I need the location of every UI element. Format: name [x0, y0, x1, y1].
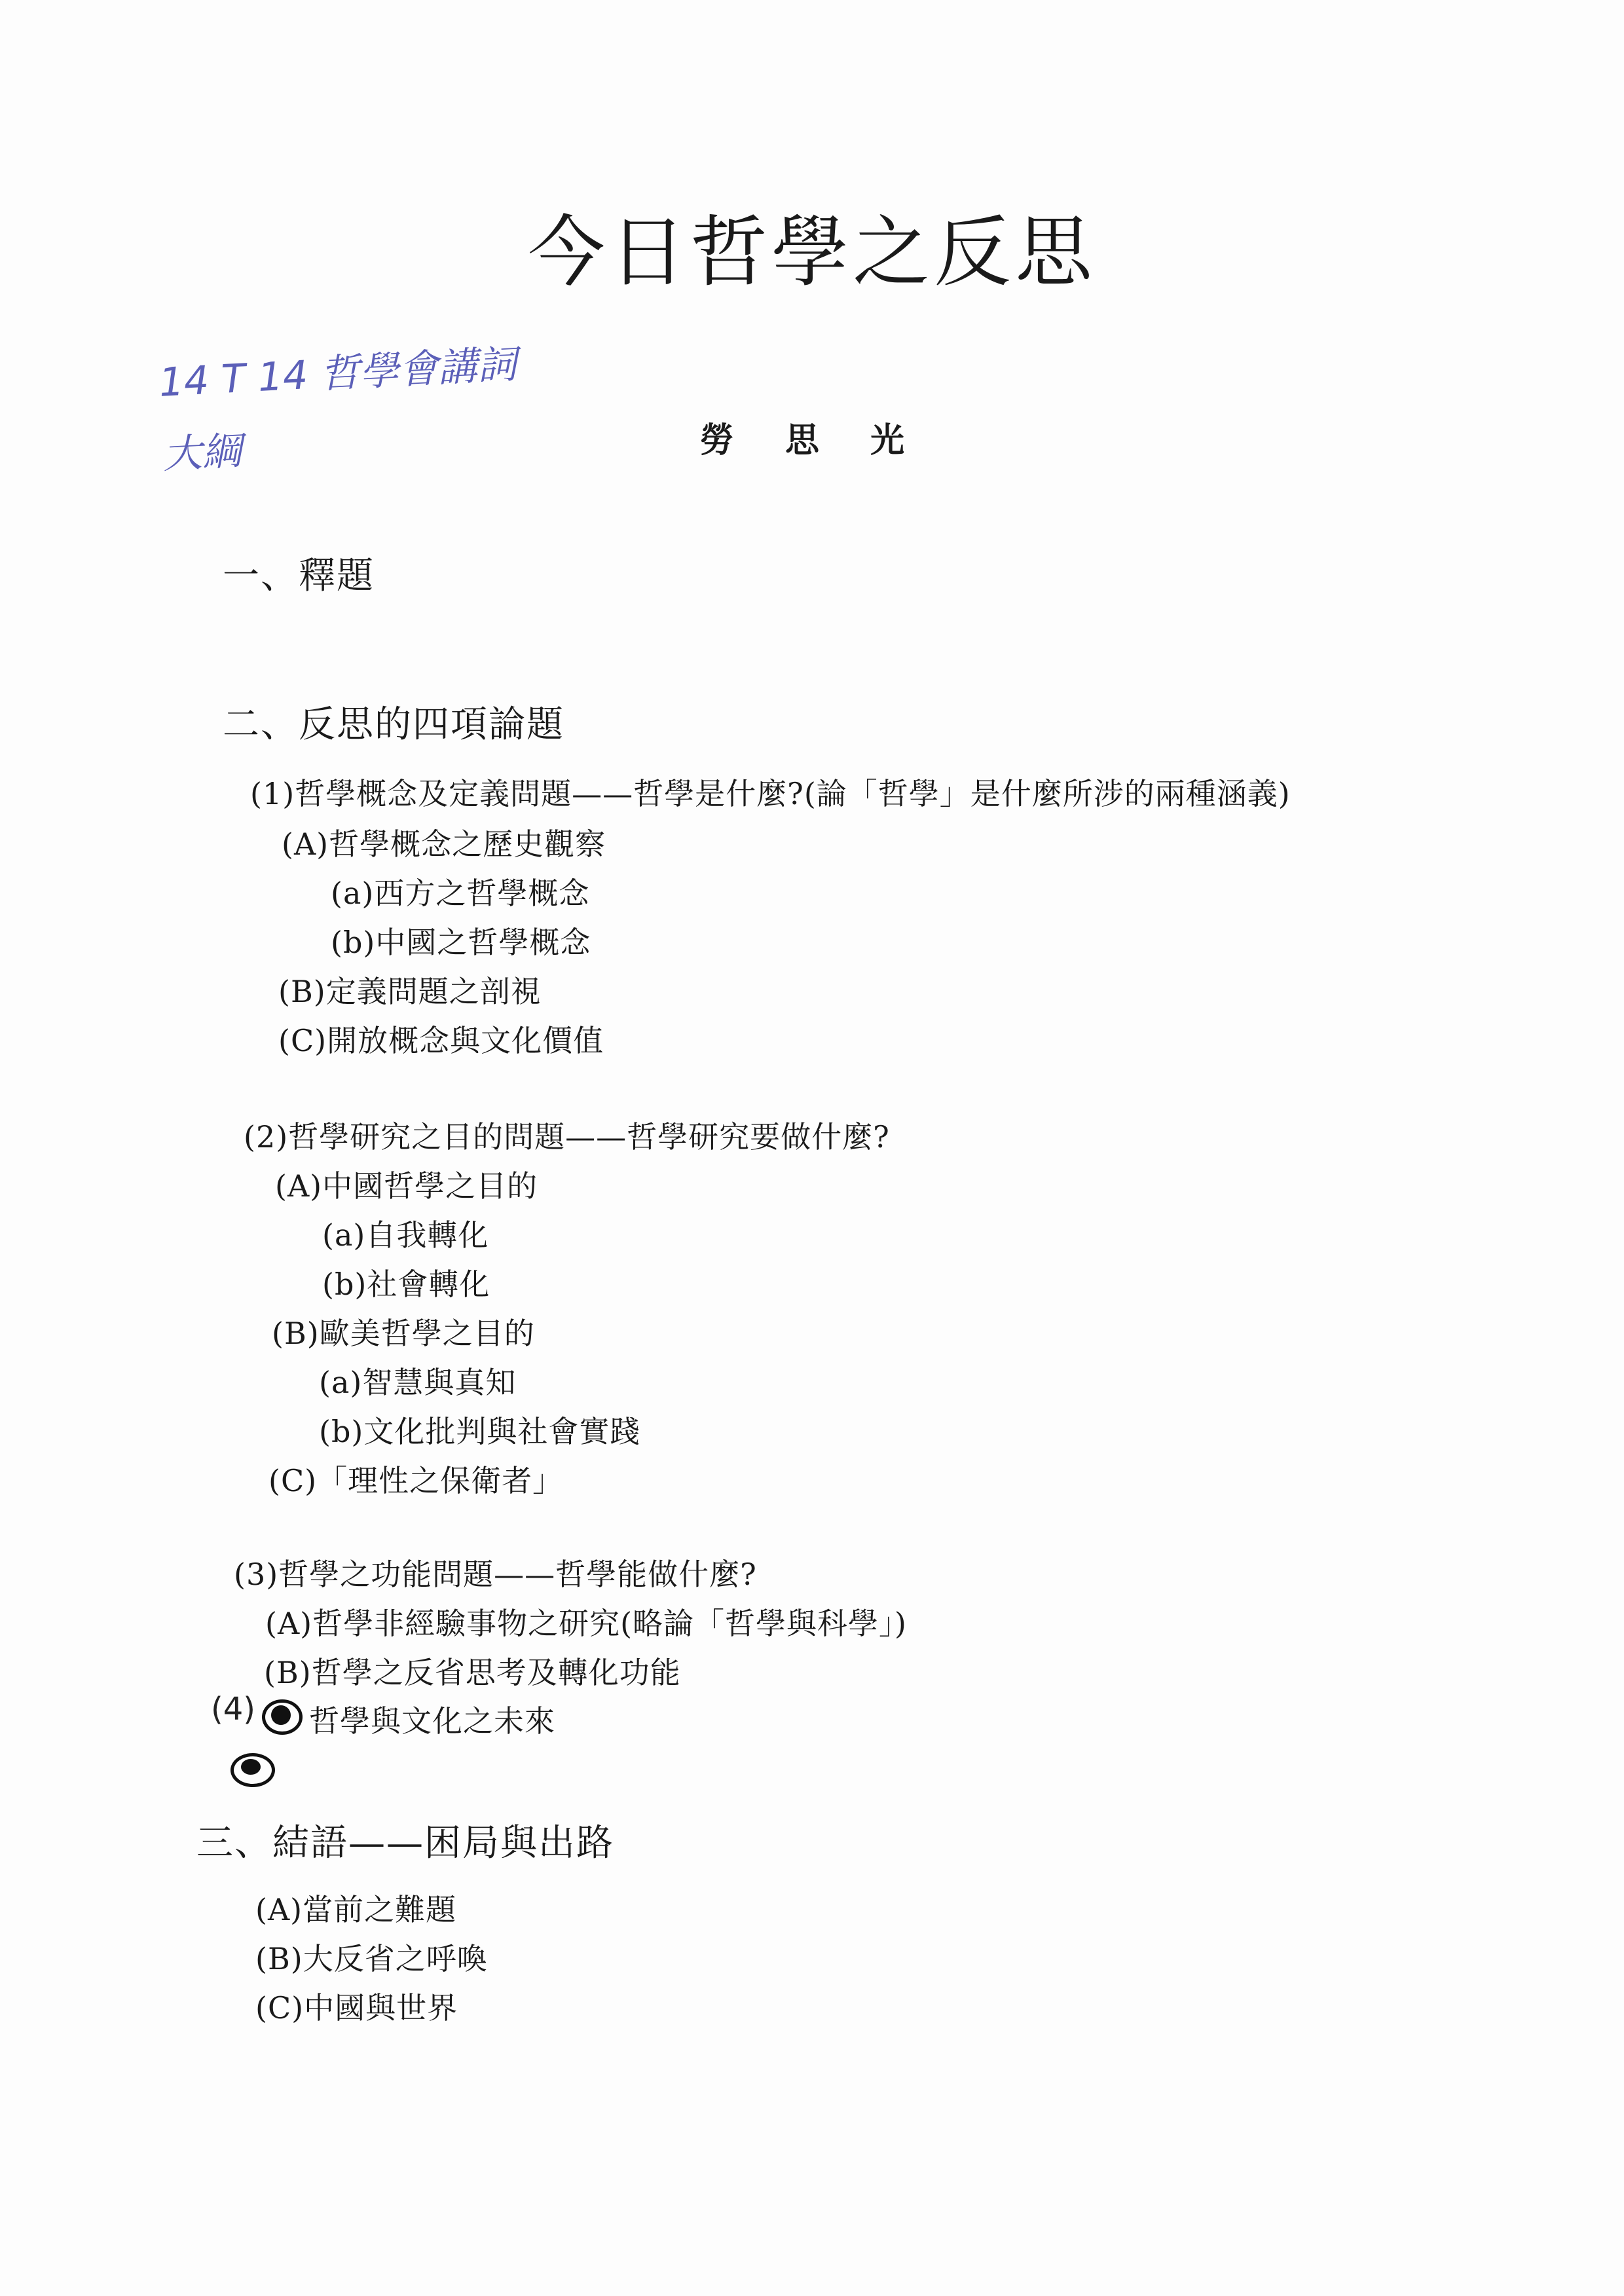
- section-heading-2: 二、反思的四項論題: [223, 703, 564, 746]
- outline-item-1C: (C)開放概念與文化價值: [278, 1023, 604, 1058]
- outline-item-2Aa: (a)自我轉化: [322, 1217, 489, 1253]
- outline-item-2B: (B)歐美哲學之目的: [272, 1316, 535, 1351]
- outline-item-3B: (B)哲學之反省思考及轉化功能: [264, 1655, 681, 1690]
- outline-item-3A: (A)哲學非經驗事物之研究(略論「哲學與科學」): [265, 1606, 908, 1641]
- outline-item-2Bb: (b)文化批判與社會實踐: [319, 1414, 641, 1449]
- handwritten-annotation: 14 T 14 哲學會講詞 大綱: [158, 341, 518, 478]
- outline-item-2Ab: (b)社會轉化: [322, 1267, 490, 1302]
- outline-item-2C: (C)「理性之保衛者」: [268, 1463, 564, 1498]
- outline-item-1B: (B)定義問題之剖視: [278, 974, 542, 1009]
- author-name: 勞 思 光: [699, 420, 925, 460]
- outline-item-1: (1)哲學概念及定義問題——哲學是什麼?(論「哲學」是什麼所涉的兩種涵義): [250, 776, 1291, 811]
- outline-item-1Ab: (b)中國之哲學概念: [331, 925, 591, 960]
- outline-item-3-C: (C)中國與世界: [255, 1990, 458, 2026]
- outline-item-2Ba: (a)智慧與真知: [319, 1365, 517, 1400]
- outline-item-3: (3)哲學之功能問題——哲學能做什麼?: [234, 1557, 757, 1592]
- outline-item-2A: (A)中國哲學之目的: [275, 1168, 538, 1204]
- document-title: 今日哲學之反思: [527, 207, 1096, 297]
- scribble-fill-2: [241, 1759, 261, 1775]
- handwritten-number-4: (4): [211, 1691, 255, 1728]
- section-heading-3: 三、結語——困局與出路: [196, 1822, 614, 1864]
- outline-item-4: 哲學與文化之未來: [309, 1703, 555, 1739]
- outline-item-3-B: (B)大反省之呼喚: [255, 1941, 488, 1976]
- outline-item-3-A: (A)當前之難題: [255, 1892, 457, 1927]
- outline-item-1A: (A)哲學概念之歷史觀察: [282, 826, 606, 862]
- outline-item-2: (2)哲學研究之目的問題——哲學研究要做什麼?: [244, 1119, 890, 1155]
- section-heading-1: 一、釋題: [223, 555, 375, 597]
- outline-item-1Aa: (a)西方之哲學概念: [331, 876, 590, 911]
- scribble-fill: [271, 1705, 291, 1725]
